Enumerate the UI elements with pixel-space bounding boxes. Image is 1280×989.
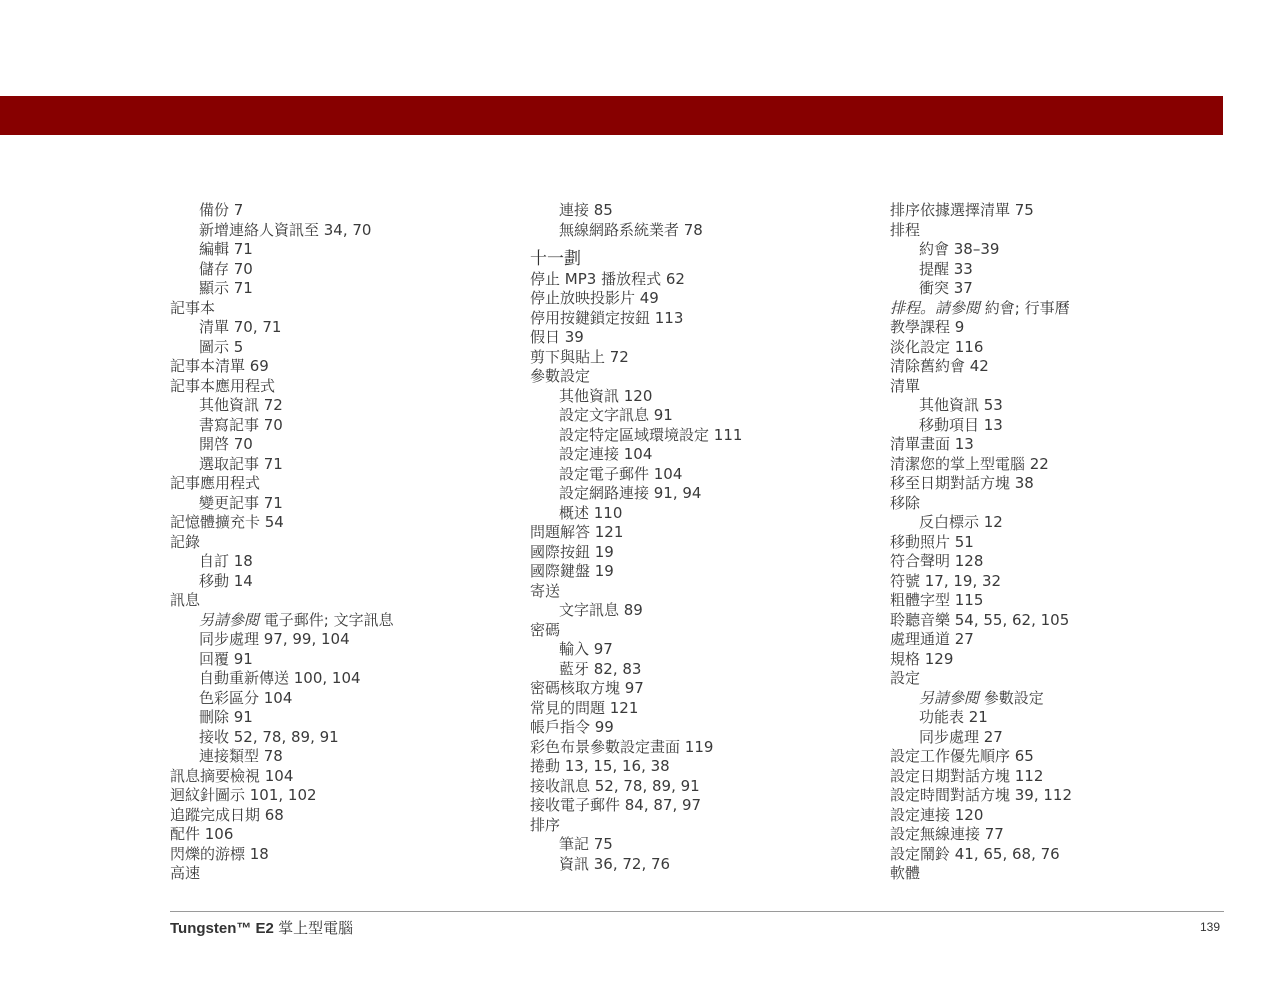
entry-text: 排序依據選擇清單 75 [890, 201, 1034, 219]
entry-text: 其他資訊 120 [559, 386, 653, 405]
index-entry [530, 328, 870, 348]
entry-text: 文字訊息 89 [559, 601, 643, 619]
entry-text: 訊息摘要檢視 104 [170, 766, 294, 785]
entry-text: 設定文字訊息 91 [559, 406, 673, 424]
entry-text: 設定連接 120 [890, 805, 984, 824]
entry-text: 反白標示 12 [919, 513, 1003, 531]
index-entry [890, 435, 1230, 455]
entry-text: 記事本清單 69 [170, 357, 269, 375]
index-subentry [530, 601, 870, 621]
index-subentry [170, 552, 510, 572]
entry-text: 剪下與貼上 72 [530, 347, 629, 366]
entry-text: 書寫記事 70 [199, 415, 283, 434]
entry-text: 儲存 70 [199, 259, 253, 278]
index-entry [530, 289, 870, 309]
index-entry [170, 806, 510, 826]
index-entry [890, 572, 1230, 592]
index-entry [170, 357, 510, 377]
index-subentry [170, 435, 510, 455]
index-subentry [530, 387, 870, 407]
entry-text: 約會; 行事曆 [984, 298, 1070, 317]
index-subentry [890, 513, 1230, 533]
entry-text: 排程 [890, 220, 921, 239]
index-entry [890, 786, 1230, 806]
index-subentry [170, 650, 510, 670]
section-heading [530, 250, 870, 270]
entry-text: 接收 52, 78, 89, 91 [199, 727, 339, 746]
entry-text: 追蹤完成日期 68 [170, 805, 284, 824]
index-subentry [170, 494, 510, 514]
entry-text: 停用按鍵鎖定按鈕 113 [530, 308, 684, 327]
entry-text: 規格 129 [890, 649, 954, 668]
index-entry [890, 201, 1230, 221]
index-subentry [170, 630, 510, 650]
index-subentry [530, 640, 870, 660]
index-subentry [170, 416, 510, 436]
entry-text: 淡化設定 116 [890, 337, 984, 356]
index-subentry [170, 669, 510, 689]
index-subentry [170, 279, 510, 299]
index-subentry [170, 747, 510, 767]
entry-text: 電子郵件; 文字訊息 [263, 610, 394, 629]
entry-text: 迴紋針圖示 101, 102 [170, 786, 317, 804]
entry-text: 假日 39 [530, 328, 584, 346]
index-entry [890, 221, 1230, 241]
entry-text: 停止放映投影片 49 [530, 289, 659, 307]
index-subentry [170, 728, 510, 748]
index-entry [890, 494, 1230, 514]
entry-text: 同步處理 27 [919, 727, 1003, 746]
index-entry [890, 630, 1230, 650]
entry-text: 設定工作優先順序 65 [890, 747, 1034, 765]
index-entry [890, 650, 1230, 670]
index-subentry [530, 660, 870, 680]
entry-text: 參數設定 [530, 367, 591, 385]
entry-text: 約會 38–39 [919, 240, 1000, 258]
index-subentry [530, 426, 870, 446]
index-subentry [890, 708, 1230, 728]
index-entry [890, 864, 1230, 884]
entry-text: 設定鬧鈴 41, 65, 68, 76 [890, 844, 1060, 863]
index-entry [890, 825, 1230, 845]
entry-text: 記錄 [170, 532, 201, 551]
entry-text: 清潔您的掌上型電腦 22 [890, 454, 1049, 473]
entry-text: 移動 14 [199, 571, 253, 590]
footer-title [170, 917, 353, 938]
index-subentry [890, 240, 1230, 260]
footer-subtitle: 掌上型電腦 [278, 920, 354, 937]
entry-text: 衝突 37 [919, 279, 973, 297]
index-entry [530, 757, 870, 777]
entry-text: 符號 17, 19, 32 [890, 571, 1002, 590]
entry-text: 連接類型 78 [199, 747, 283, 765]
entry-text: 筆記 75 [559, 835, 613, 853]
entry-text: 符合聲明 128 [890, 552, 984, 570]
entry-text: 色彩區分 104 [199, 688, 293, 707]
entry-text: 設定特定區域環境設定 111 [559, 425, 743, 444]
index-entry [170, 845, 510, 865]
entry-text: 處理通道 27 [890, 630, 974, 648]
entry-text: 十一劃 [530, 249, 581, 269]
entry-text: 問題解答 121 [530, 523, 624, 541]
entry-text: 國際按鈕 19 [530, 542, 614, 561]
entry-text: 移動照片 51 [890, 532, 974, 551]
entry-text: 訊息 [170, 591, 201, 609]
entry-text: 概述 110 [559, 503, 623, 522]
index-subentry [170, 318, 510, 338]
entry-text: 選取記事 71 [199, 454, 283, 473]
index-entry [530, 367, 870, 387]
entry-text: 記憶體擴充卡 54 [170, 513, 284, 531]
entry-text: 自訂 18 [199, 552, 253, 570]
index-entry [530, 562, 870, 582]
index-entry [530, 582, 870, 602]
entry-text: 輸入 97 [559, 640, 613, 658]
entry-text: 同步處理 97, 99, 104 [199, 630, 350, 648]
entry-text: 移動項目 13 [919, 415, 1003, 434]
entry-text: 其他資訊 72 [199, 396, 283, 414]
entry-text: 提醒 33 [919, 259, 973, 278]
index-entry [170, 591, 510, 611]
index-entry [890, 611, 1230, 631]
entry-text: 清單畫面 13 [890, 435, 974, 453]
entry-text: 記事本 [170, 298, 216, 317]
index-entry [890, 591, 1230, 611]
index-subentry [530, 504, 870, 524]
index-entry [890, 806, 1230, 826]
index-entry [170, 533, 510, 553]
entry-text: 自動重新傳送 100, 104 [199, 669, 361, 687]
entry-text: 彩色布景參數設定畫面 119 [530, 737, 714, 756]
index-column-1 [170, 201, 510, 884]
index-entry [170, 864, 510, 884]
index-entry [530, 738, 870, 758]
index-subentry [530, 221, 870, 241]
index-subentry [170, 611, 510, 631]
entry-text: 清單 [890, 376, 921, 395]
index-entry [890, 357, 1230, 377]
index-subentry [890, 396, 1230, 416]
index-entry [890, 455, 1230, 475]
index-entry [890, 533, 1230, 553]
entry-text: 清除舊約會 42 [890, 357, 989, 375]
entry-text: 設定連接 104 [559, 445, 653, 463]
entry-text: 顯示 71 [199, 279, 253, 297]
entry-text: 連接 85 [559, 201, 613, 219]
entry-text: 排序 [530, 815, 561, 834]
index-entry [890, 377, 1230, 397]
index-subentry [530, 484, 870, 504]
index-entry [530, 309, 870, 329]
index-subentry [890, 728, 1230, 748]
index-entry [530, 777, 870, 797]
entry-text: 教學課程 9 [890, 318, 965, 336]
index-subentry [890, 279, 1230, 299]
index-subentry [530, 855, 870, 875]
entry-text: 國際鍵盤 19 [530, 562, 614, 580]
index-entry [530, 523, 870, 543]
index-entry [530, 621, 870, 641]
entry-text: 接收訊息 52, 78, 89, 91 [530, 776, 700, 795]
index-entry [170, 299, 510, 319]
index-entry [890, 474, 1230, 494]
entry-text: 移至日期對話方塊 38 [890, 474, 1034, 492]
entry-text: 刪除 91 [199, 708, 253, 726]
index-entry [890, 552, 1230, 572]
entry-text: 軟體 [890, 864, 921, 882]
index-entry [170, 377, 510, 397]
entry-text: 設定電子郵件 104 [559, 464, 683, 483]
index-subentry [170, 338, 510, 358]
index-subentry [530, 835, 870, 855]
entry-text: 設定網路連接 91, 94 [559, 484, 702, 502]
index-subentry [170, 221, 510, 241]
index-subentry [530, 201, 870, 221]
index-column-2 [530, 201, 870, 874]
index-subentry [890, 416, 1230, 436]
entry-text: 回覆 91 [199, 649, 253, 668]
index-entry [170, 786, 510, 806]
entry-text: 清單 70, 71 [199, 318, 282, 336]
entry-text: 記事本應用程式 [170, 376, 276, 395]
entry-text: 配件 106 [170, 825, 234, 843]
index-entry [530, 348, 870, 368]
index-subentry [890, 689, 1230, 709]
entry-text: 移除 [890, 493, 921, 512]
index-entry [890, 669, 1230, 689]
page-number: 139 [1200, 920, 1221, 934]
index-entry [530, 718, 870, 738]
index-entry [170, 474, 510, 494]
entry-text: 開啓 70 [199, 435, 253, 453]
entry-text: 設定無線連接 77 [890, 825, 1004, 843]
entry-text: 編輯 71 [199, 240, 253, 258]
index-subentry [170, 455, 510, 475]
index-entry [890, 767, 1230, 787]
entry-text: 新增連絡人資訊至 34, 70 [199, 220, 372, 239]
index-subentry [170, 396, 510, 416]
index-entry [890, 338, 1230, 358]
index-entry [170, 767, 510, 787]
entry-text: 其他資訊 53 [919, 396, 1003, 414]
see-also-label: 另請參閱 [919, 688, 980, 707]
index-entry [170, 825, 510, 845]
index-entry [890, 845, 1230, 865]
index-entry [890, 299, 1230, 319]
entry-text: 閃爍的游標 18 [170, 844, 269, 863]
entry-text: 藍牙 82, 83 [559, 659, 642, 678]
index-entry [530, 679, 870, 699]
entry-text: 接收電子郵件 84, 87, 97 [530, 796, 702, 814]
index-subentry [170, 572, 510, 592]
index-subentry [170, 260, 510, 280]
entry-text: 設定時間對話方塊 39, 112 [890, 786, 1073, 804]
entry-text: 圖示 5 [199, 337, 244, 356]
entry-text: 高速 [170, 864, 201, 882]
index-subentry [170, 201, 510, 221]
footer-product-name: Tungsten™ E2 [170, 920, 274, 937]
index-entry [530, 699, 870, 719]
entry-text: 寄送 [530, 581, 561, 600]
entry-text: 密碼 [530, 620, 561, 639]
entry-text: 變更記事 71 [199, 493, 283, 512]
index-entry [890, 747, 1230, 767]
entry-text: 記事應用程式 [170, 474, 261, 492]
index-subentry [170, 240, 510, 260]
index-subentry [530, 445, 870, 465]
entry-text: 粗體字型 115 [890, 591, 984, 609]
index-entry [170, 513, 510, 533]
index-entry [530, 796, 870, 816]
entry-text: 帳戶指令 99 [530, 718, 614, 736]
entry-text: 常見的問題 121 [530, 698, 639, 717]
header-banner [0, 96, 1223, 135]
entry-text: 捲動 13, 15, 16, 38 [530, 757, 670, 775]
entry-text: 參數設定 [983, 688, 1044, 707]
index-subentry [530, 465, 870, 485]
entry-text: 設定日期對話方塊 112 [890, 766, 1044, 785]
index-entry [530, 270, 870, 290]
index-entry [530, 816, 870, 836]
index-column-3 [890, 201, 1230, 884]
see-also-label: 排程。請參閱 [890, 298, 981, 317]
index-subentry [530, 406, 870, 426]
see-also-label: 另請參閱 [199, 610, 260, 629]
index-subentry [890, 260, 1230, 280]
footer-divider [170, 911, 1224, 912]
index-entry [890, 318, 1230, 338]
entry-text: 停止 MP3 播放程式 62 [530, 269, 685, 288]
entry-text: 聆聽音樂 54, 55, 62, 105 [890, 610, 1070, 629]
entry-text: 設定 [890, 669, 921, 687]
entry-text: 資訊 36, 72, 76 [559, 854, 671, 873]
index-subentry [170, 689, 510, 709]
index-entry [530, 543, 870, 563]
entry-text: 備份 7 [199, 201, 244, 219]
index-subentry [170, 708, 510, 728]
entry-text: 密碼核取方塊 97 [530, 679, 644, 697]
entry-text: 功能表 21 [919, 708, 988, 726]
entry-text: 無線網路系統業者 78 [559, 220, 703, 239]
